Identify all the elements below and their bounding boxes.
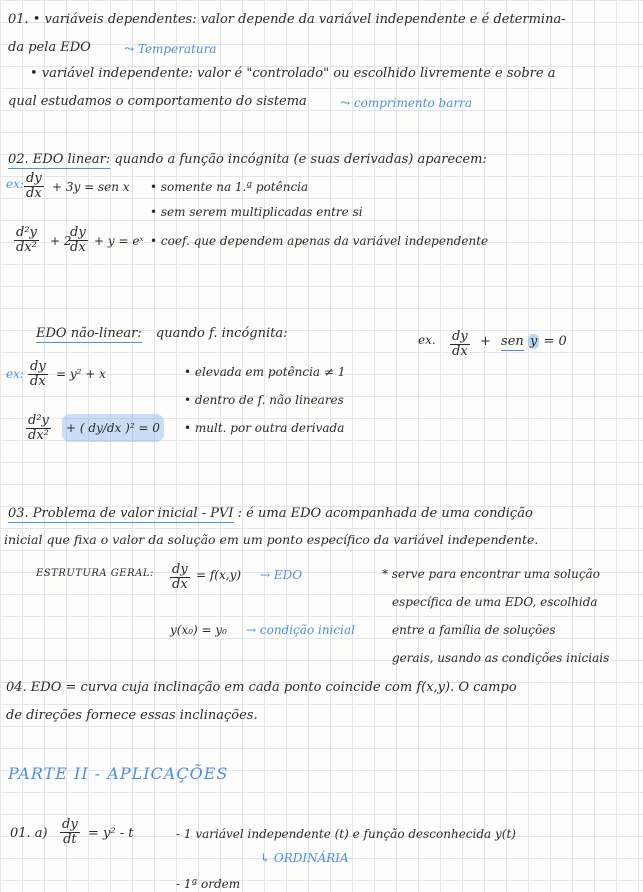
parte2-heading: PARTE II - APLICAÇÕES <box>8 764 229 783</box>
s02-cond3: • coef. que dependem apenas da variável independente <box>150 234 489 248</box>
parte2-note3: - 1ª ordem <box>176 877 241 891</box>
nonlinear-ex-right-num: dy <box>452 329 468 344</box>
s02-eq2-num2: dy <box>70 225 86 240</box>
nonlinear-ex-right-fraction <box>450 330 470 359</box>
nonlinear-heading-rest: quando f. incógnita: <box>155 326 288 341</box>
s02-eq2-fraction1 <box>14 226 39 255</box>
s03-note3: entre a família de soluções <box>392 623 556 637</box>
s03-line2: inicial que fixa o valor da solução em um ponto específico da variável independente. <box>4 532 539 547</box>
s02-eq1-fraction <box>24 172 44 201</box>
nonlinear-ex-right-rest: = 0 <box>543 334 567 349</box>
s02-eq1-den: dx <box>26 186 42 201</box>
s02-eq2-fraction2 <box>68 226 88 255</box>
nonlinear-eq1-fraction <box>28 360 48 389</box>
nonlinear-ex-right-label: ex. <box>418 333 436 347</box>
s03-eq-arrow: → EDO <box>260 568 303 582</box>
parte2-note1: - 1 variável independente (t) e função desconhecida y(t) <box>176 827 516 841</box>
nonlinear-eq1-rest: = y² + x <box>56 367 106 381</box>
nonlinear-eq2-den: dx² <box>28 428 49 443</box>
s02-cond1: • somente na 1.ª potência <box>150 180 309 194</box>
s02-ex-label: ex: <box>6 177 24 191</box>
s02-eq2-rest: + y = eˣ <box>94 234 144 248</box>
s01-arrow-temperatura: ⤳ Temperatura <box>124 42 217 56</box>
parte2-eq-fraction <box>60 818 80 847</box>
parte2-note2: ↳ ORDINÁRIA <box>260 851 349 865</box>
s04-line2: de direções fornece essas inclinações. <box>6 708 258 723</box>
parte2-item: 01. a) <box>10 826 48 841</box>
nonlinear-cond2: • dentro de f. não lineares <box>184 393 344 407</box>
nonlinear-eq2-paren: + ( dy/dx )² = 0 <box>62 414 164 442</box>
nonlinear-heading: EDO não-linear: <box>36 326 142 341</box>
s04-line1: 04. EDO = curva cuja inclinação em cada ponto coincide com f(x,y). O campo <box>6 680 517 695</box>
s03-initial-condition: y(x₀) = y₀ <box>170 623 227 637</box>
s03-line1 <box>8 506 533 522</box>
s03-note2: específica de uma EDO, escolhida <box>392 595 598 609</box>
nonlinear-ex-right-den: dx <box>452 344 468 359</box>
nonlinear-ex-right-plus: + <box>480 334 491 349</box>
s03-eq-fraction <box>170 563 190 592</box>
s03-line1-rest: : é uma EDO acompanhada de uma condição <box>237 506 533 521</box>
s03-eq-rest: = f(x,y) <box>196 568 242 582</box>
s03-note4: gerais, usando as condições iniciais <box>392 651 610 665</box>
nonlinear-ex-left-label: ex: <box>6 367 24 381</box>
s02-eq2-den1: dx² <box>16 240 37 255</box>
nonlinear-heading-line <box>36 326 287 342</box>
s03-eq-den: dx <box>172 577 188 592</box>
s01-line1: 01. • variáveis dependentes: valor depende da variável independente e é determina- <box>8 12 566 27</box>
nonlinear-ex-right-expr <box>480 334 567 350</box>
s01-line3: • variável independente: valor é "controlado" ou escolhido livremente e sobre a <box>30 66 556 81</box>
s03-estrutura: ESTRUTURA GERAL: <box>36 568 154 579</box>
nonlinear-eq2-num: d²y <box>28 413 49 428</box>
s02-eq1-num: dy <box>26 171 42 186</box>
s01-line2: da pela EDO <box>8 40 91 55</box>
s01-line4: qual estudamos o comportamento do sistema <box>8 94 307 109</box>
nonlinear-eq1-num: dy <box>30 359 46 374</box>
s01-arrow-comprimento: ⤳ comprimento barra <box>340 96 472 110</box>
nonlinear-eq1-den: dx <box>30 374 46 389</box>
s02-eq2-num1: d²y <box>16 225 37 240</box>
s02-heading-line <box>8 152 487 168</box>
s02-eq2-mid: + 2 <box>50 234 72 248</box>
s03-heading: 03. Problema de valor inicial - PVI <box>8 506 234 521</box>
s02-heading-rest: quando a função incógnita (e suas derivadas) aparecem: <box>114 152 487 167</box>
s03-note1-line <box>382 566 600 582</box>
nonlinear-eq2-fraction <box>26 414 51 443</box>
s02-cond2: • sem serem multiplicadas entre si <box>150 205 363 219</box>
s02-eq1-rest: + 3y = sen x <box>52 180 130 194</box>
s03-note1: * serve para encontrar uma solução <box>382 567 600 581</box>
s03-eq-num: dy <box>172 562 188 577</box>
s02-eq2-den2: dx <box>70 240 86 255</box>
parte2-eq-num: dy <box>62 817 78 832</box>
nonlinear-ex-right-y: y <box>529 334 538 349</box>
parte2-eq-den: dt <box>63 832 77 847</box>
nonlinear-ex-right-sen: sen <box>501 334 524 349</box>
s02-heading: 02. EDO linear: <box>8 152 111 167</box>
parte2-eq-rest: = y² - t <box>88 826 134 841</box>
nonlinear-cond1: • elevada em potência ≠ 1 <box>184 365 346 379</box>
s03-ic-arrow: → condição inicial <box>246 623 355 637</box>
nonlinear-cond3: • mult. por outra derivada <box>184 421 345 435</box>
